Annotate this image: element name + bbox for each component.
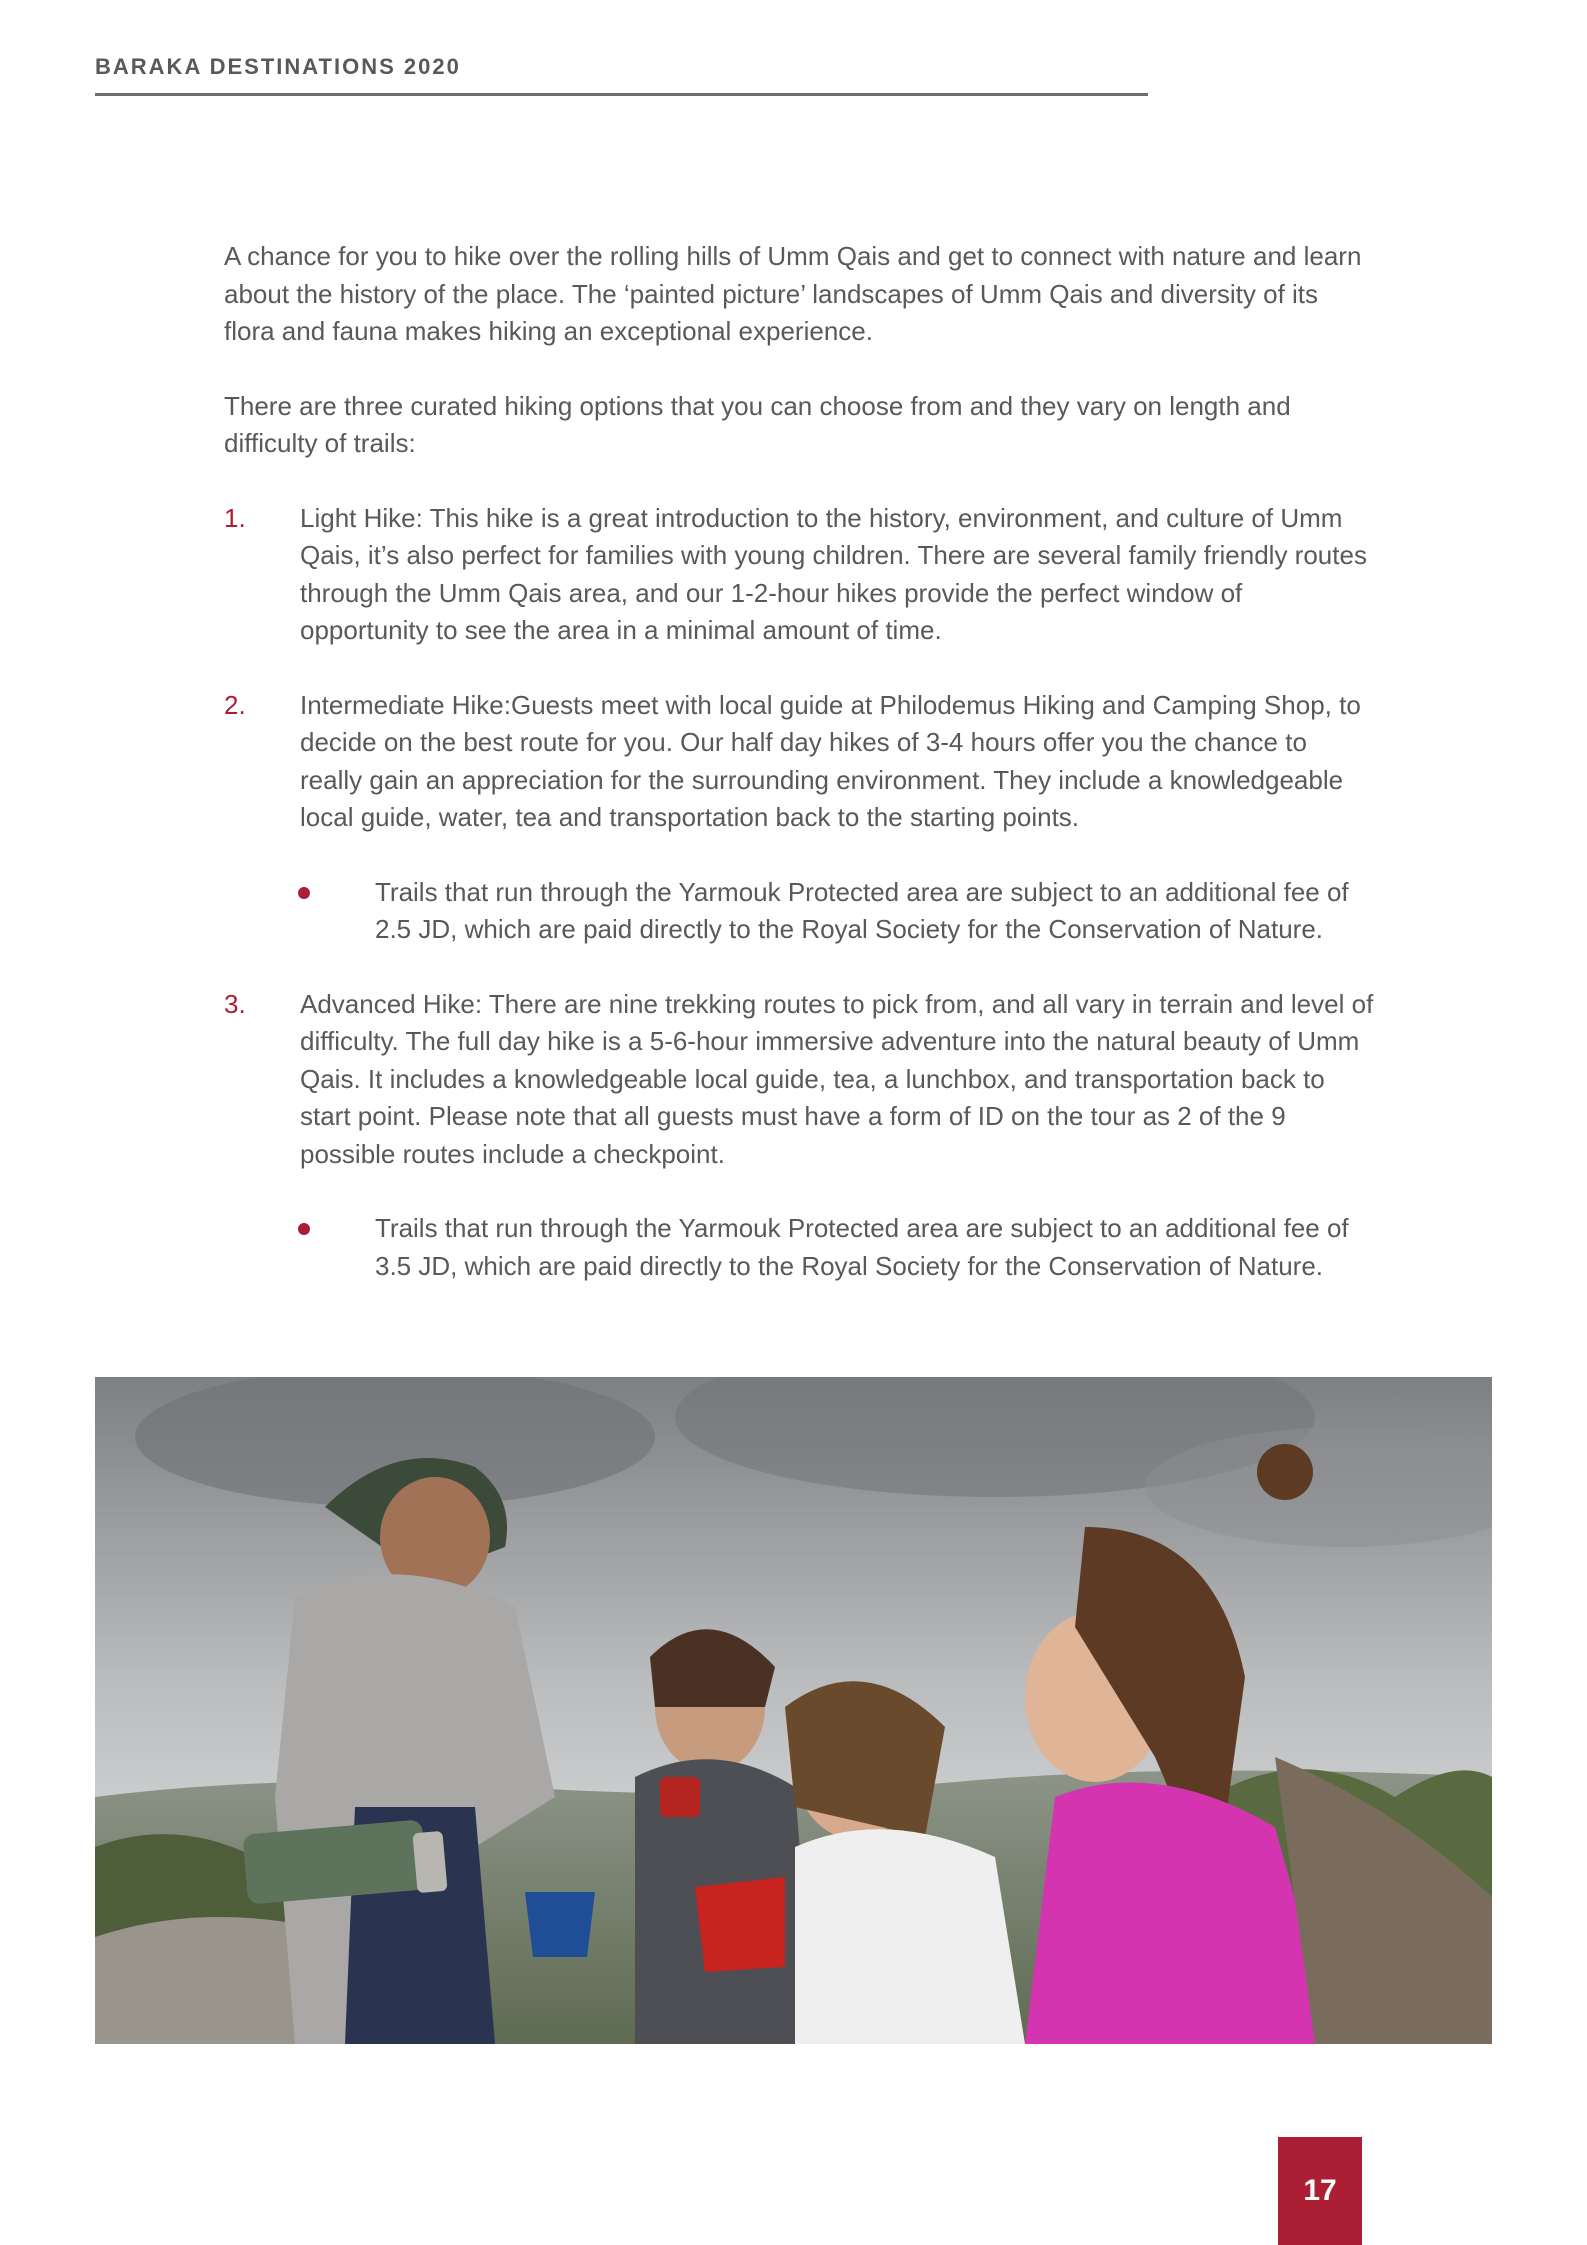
fee-note-intermediate	[224, 874, 1374, 949]
list-number: 1.	[224, 502, 246, 533]
page-number-tab	[1278, 2137, 1362, 2245]
hike-option-text: Intermediate Hike:Guests meet with local guide at Philodemus Hiking and Camping Shop, to decide on the best route for you. Our half day hikes of 3-4 hours offer you the chance to really gain an appreciation for the surrounding environment. They include a knowledgeable local guide, water, tea and transportation back to the starting points.	[300, 689, 1361, 832]
hike-option-intermediate	[224, 687, 1374, 837]
hike-option-text: Advanced Hike: There are nine trekking routes to pick from, and all vary in terrain and level of difficulty. The full day hike is a 5-6-hour immersive adventure into the natural beauty of Umm Qais. It includes a knowledgeable local guide, tea, a lunchbox, and transportation back to start point. Please note that all guests must have a form of ID on the tour as 2 of the 9 possible routes include a checkpoint.	[300, 988, 1374, 1169]
hike-option-light	[224, 500, 1374, 650]
intro-paragraph: A chance for you to hike over the rolling hills of Umm Qais and get to connect with nature and learn about the history of the place. The ‘painted picture’ landscapes of Umm Qais and diversity of its flora and fauna makes hiking an exceptional experience.	[224, 241, 1362, 346]
fee-note-advanced	[224, 1210, 1374, 1285]
fee-note-text: Trails that run through the Yarmouk Protected area are subject to an additional fee of 3.5 JD, which are paid directly to the Royal Society for the Conservation of Nature.	[375, 1213, 1349, 1281]
page-number: 17	[1303, 2174, 1337, 2207]
options-intro-paragraph: There are three curated hiking options that you can choose from and they vary on length and difficulty of trails:	[224, 390, 1291, 458]
header-divider	[95, 93, 1148, 96]
hike-option-text: Light Hike: This hike is a great introduction to the history, environment, and culture of Umm Qais, it’s also perfect for families with young children. There are several family friendly routes through the Umm Qais area, and our 1-2-hour hikes provide the perfect window of opportunity to see the area in a minimal amount of time.	[300, 502, 1367, 645]
article-body	[224, 238, 1374, 1285]
fee-note-text: Trails that run through the Yarmouk Protected area are subject to an additional fee of 2.5 JD, which are paid directly to the Royal Society for the Conservation of Nature.	[375, 876, 1349, 944]
bullet-dot-icon	[298, 1223, 310, 1235]
hike-option-advanced	[224, 986, 1374, 1174]
list-number: 2.	[224, 689, 246, 720]
bullet-dot-icon	[298, 887, 310, 899]
list-number: 3.	[224, 988, 246, 1019]
running-header: BARAKA DESTINATIONS 2020	[95, 54, 461, 79]
hikers-tea-photo	[95, 1377, 1492, 2044]
